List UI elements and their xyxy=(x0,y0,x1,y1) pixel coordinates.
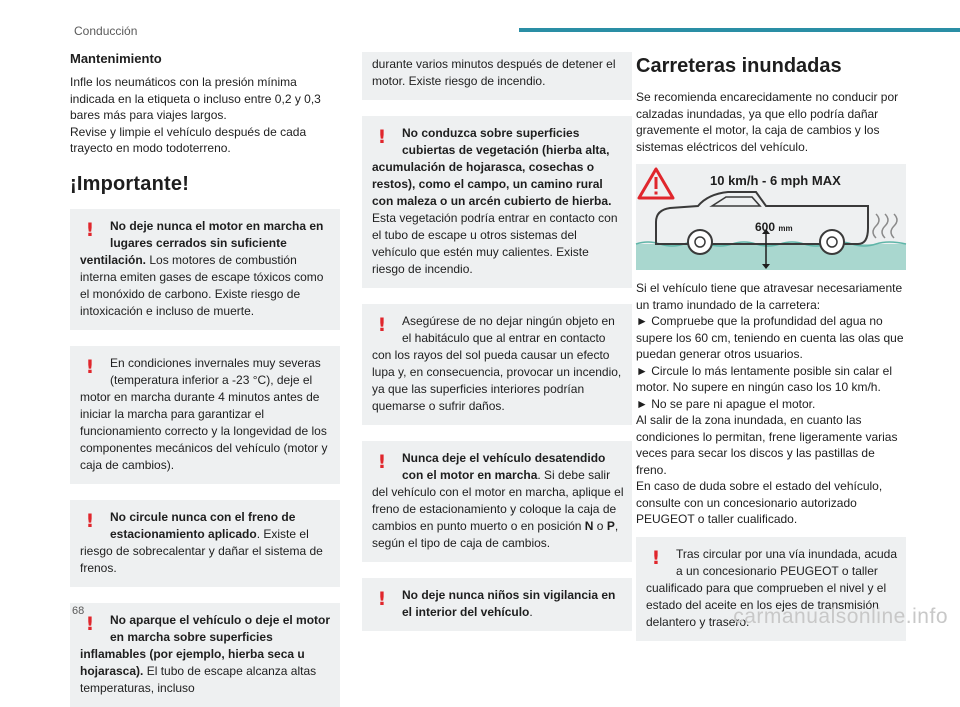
warning-body-text: , según el tipo de caja de cambios. xyxy=(372,519,619,550)
warning-bold-text: No deje nunca el motor en marcha en lugares cerrados sin suficiente ventilación. xyxy=(80,218,324,267)
warning-triangle-bar xyxy=(655,177,658,189)
warning-body-text: . Si debe salir del vehículo con el motor en marcha, aplique el freno de estacionamiento y coloque la caja de cambios en punto muerto o en posición xyxy=(372,468,624,533)
warning-body-text: Esta vegetación podría entrar en contacto con el tubo de escape u otros sistemas del vehículo que estén muy calientes. Existe riesgo de incendio. xyxy=(372,211,618,276)
warning-text xyxy=(372,450,624,552)
spray-mark xyxy=(873,214,879,238)
warning-text xyxy=(80,218,332,320)
warning-body-text: . xyxy=(529,605,533,619)
warning-exclamation-icon: ! xyxy=(377,451,387,473)
warning-text xyxy=(80,509,332,577)
maintenance-paragraph-1: Infle los neumáticos con la presión mínima indicada en la etiqueta o incluso entre 0,2 y 0,3 bares más para viajes largos. xyxy=(70,75,321,122)
warning-box-vegetation xyxy=(362,116,632,288)
warning-box-continuation xyxy=(362,52,632,100)
pickup-truck-window xyxy=(712,197,760,206)
depth-value: 600 xyxy=(755,220,776,234)
warning-exclamation-icon: ! xyxy=(377,126,387,148)
page-number: 68 xyxy=(72,605,85,617)
warning-exclamation-icon: ! xyxy=(85,612,95,635)
flooded-step-1: ► Compruebe que la profundidad del agua no supere los 60 cm, teniendo en cuenta las olas que puedan generar otros usuarios. xyxy=(636,314,904,361)
warning-exclamation-icon: ! xyxy=(377,314,387,336)
warning-triangle-dot xyxy=(655,192,658,195)
water-surface xyxy=(636,244,906,270)
warning-bold-text: Nunca deje el vehículo desatendido con el motor en marcha xyxy=(402,451,606,482)
gear-n-label: N xyxy=(584,519,594,533)
running-header: Conducción xyxy=(74,24,138,38)
warning-box-parking-brake xyxy=(70,500,340,587)
speed-limit-label: 10 km/h - 6 mph MAX xyxy=(710,173,841,188)
flooded-p6: En caso de duda sobre el estado del vehículo, consulte con un concesionario autorizado PEUGEOT o taller cualificado. xyxy=(636,479,883,526)
warning-text xyxy=(372,587,624,621)
maintenance-paragraph-2: Revise y limpie el vehículo después de cada trayecto en modo todoterreno. xyxy=(70,124,307,155)
warning-body-text: . Existe el riesgo de sobrecalentar y dañar el sistema de frenos. xyxy=(80,526,323,575)
front-wheel xyxy=(688,230,712,254)
flooded-step-2: ► Circule lo más lentamente posible sin calar el motor. No supere en ningún caso los 10 km/h. xyxy=(636,363,892,394)
spray-mark xyxy=(882,214,888,238)
rear-wheel xyxy=(820,230,844,254)
column-1 xyxy=(70,50,340,707)
warning-bold-text: No aparque el vehículo o deje el motor en marcha sobre superficies inflamables (por ejemplo, hierba seca u hojarasca). xyxy=(80,612,331,678)
depth-unit: mm xyxy=(778,224,793,233)
warning-box-magnifying xyxy=(362,304,632,425)
warning-body-text: Los motores de combustión interna emiten gases de escape tóxicos como el monóxido de carbono. Existe riesgo de intoxicación e incluso de muerte. xyxy=(80,252,324,318)
header-accent-bar xyxy=(519,28,960,32)
warning-exclamation-icon: ! xyxy=(85,355,95,378)
warning-exclamation-icon: ! xyxy=(85,509,95,532)
warning-text: durante varios minutos después de detener el motor. Existe riesgo de incendio. xyxy=(372,57,616,88)
column-2 xyxy=(362,50,632,647)
flooded-step-3: ► No se pare ni apague el motor. xyxy=(636,396,816,411)
warning-exclamation-icon: ! xyxy=(85,218,95,241)
warning-exclamation-icon: ! xyxy=(377,588,387,610)
site-watermark: carmanualsonline.info xyxy=(733,605,948,628)
warning-box-ventilation xyxy=(70,209,340,330)
flooded-p5: Al salir de la zona inundada, en cuanto las condiciones lo permitan, frene ligeramente varias veces para secar los discos y las pastillas de freno. xyxy=(636,413,898,477)
warning-text xyxy=(372,125,624,278)
warning-box-winter xyxy=(70,346,340,484)
depth-label xyxy=(755,220,793,234)
warning-text: Asegúrese de no dejar ningún objeto en el habitáculo que al entrar en contacto con los rayos del sol pueda causar un efecto lupa y, en consecuencia, provocar un incendio, ya que las superficies interiores podrían quemarse o sufrir daños. xyxy=(372,314,622,413)
warning-text: Tras circular por una vía inundada, acuda a un concesionario PEUGEOT o taller cualificado para que comprueben el nivel y el estado del aceite en los ejes de transmisión delantero y trasero. xyxy=(646,546,898,629)
spray-mark xyxy=(891,214,897,238)
warning-body-text: o xyxy=(593,519,607,533)
warning-bold-text: No deje nunca niños sin vigilancia en el interior del vehículo xyxy=(402,588,616,619)
warning-body-text: El tubo de escape alcanza altas temperaturas, incluso xyxy=(80,663,317,695)
warning-box-flammable xyxy=(70,603,340,707)
flooded-p1: Si el vehículo tiene que atravesar necesariamente un tramo inundado de la carretera: xyxy=(636,281,903,312)
warning-text: En condiciones invernales muy severas (temperatura inferior a -23 °C), deje el motor en marcha durante 4 minutos antes de iniciar la marcha para garantizar el funcionamiento correcto y la longevidad de los componentes mecánicos del vehículo (motor y caja de cambios). xyxy=(80,355,328,472)
flooded-intro: Se recomienda encarecidamente no conducir por calzadas inundadas, ya que ello podría dañar gravemente el motor, la caja de cambios y los sistemas eléctricos del vehículo. xyxy=(636,90,899,154)
important-heading: ¡Importante! xyxy=(70,172,190,195)
gear-p-label: P xyxy=(606,519,615,533)
warning-bold-text: No conduzca sobre superficies cubiertas de vegetación (hierba alta, acumulación de hojarasca, cosechas o restos), como el campo, un camino rural con maleza o un arcén cubierto de hierba. xyxy=(372,126,612,208)
maintenance-heading: Mantenimiento xyxy=(70,51,162,66)
warning-box-unattended xyxy=(362,441,632,562)
warning-exclamation-icon: ! xyxy=(651,546,661,569)
flood-illustration xyxy=(636,164,906,270)
warning-bold-text: No circule nunca con el freno de estacionamiento aplicado xyxy=(110,509,296,541)
warning-text xyxy=(80,612,332,697)
flooded-roads-heading: Carreteras inundadas xyxy=(636,55,842,77)
column-3 xyxy=(636,50,906,657)
warning-box-children xyxy=(362,578,632,631)
